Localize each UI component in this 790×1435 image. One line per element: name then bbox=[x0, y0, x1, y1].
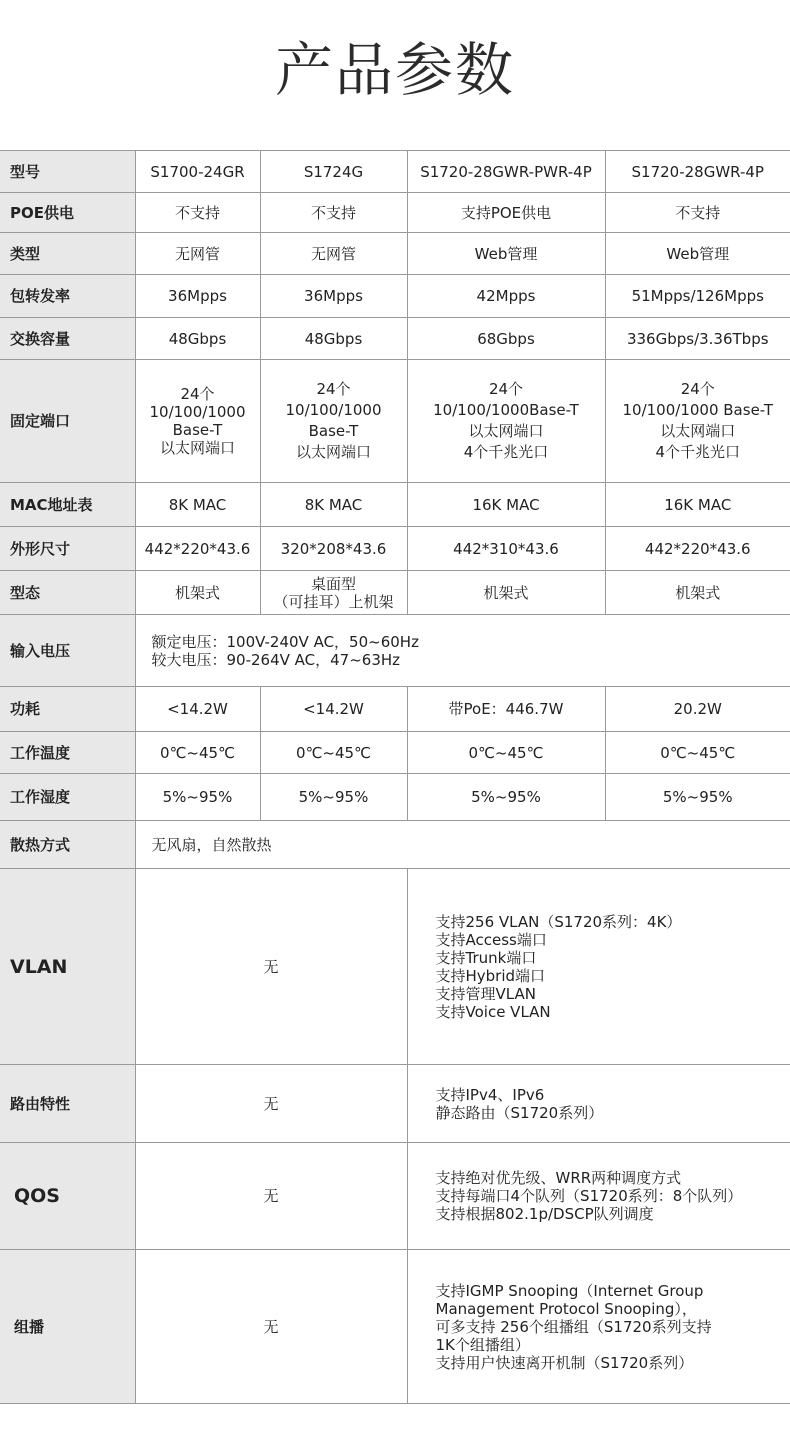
cell: 442*220*43.6 bbox=[135, 527, 260, 571]
row-label: QOS bbox=[0, 1143, 135, 1250]
cell: 36Mpps bbox=[135, 275, 260, 318]
row-label: 型号 bbox=[0, 151, 135, 193]
row-label: 工作温度 bbox=[0, 732, 135, 774]
cell: 无 bbox=[135, 1250, 407, 1404]
row-humidity bbox=[0, 774, 790, 821]
cell bbox=[407, 1143, 790, 1250]
cell: 无网管 bbox=[135, 233, 260, 275]
cell-line: Base-T bbox=[172, 421, 223, 439]
row-poe bbox=[0, 193, 790, 233]
cell: 8K MAC bbox=[135, 483, 260, 527]
cell: Web管理 bbox=[407, 233, 605, 275]
cell-line: 以太网端口 bbox=[159, 439, 235, 457]
cell-line: 1K个组播组） bbox=[435, 1335, 530, 1354]
model-3: S1720-28GWR-PWR-4P bbox=[407, 151, 605, 193]
cell-line: 24个 bbox=[680, 380, 715, 398]
row-temp bbox=[0, 732, 790, 774]
row-label: 组播 bbox=[0, 1250, 135, 1404]
cell-line: 支持IPv4、IPv6 bbox=[435, 1085, 545, 1104]
row-power bbox=[0, 687, 790, 732]
cell-line: （可挂耳）上机架 bbox=[273, 592, 394, 611]
cell bbox=[135, 360, 260, 483]
cell: 442*310*43.6 bbox=[407, 527, 605, 571]
cell-line: 4个千兆光口 bbox=[463, 443, 549, 461]
cell: 0℃~45℃ bbox=[260, 732, 407, 774]
cell: 无 bbox=[135, 869, 407, 1065]
cell: <14.2W bbox=[260, 687, 407, 732]
cell: 5%~95% bbox=[407, 774, 605, 821]
row-form bbox=[0, 571, 790, 615]
cell: 16K MAC bbox=[407, 483, 605, 527]
row-label: 型态 bbox=[0, 571, 135, 615]
cell-line: 较大电压：90-264V AC，47~63Hz bbox=[151, 650, 401, 669]
cell-line: 支持管理VLAN bbox=[435, 984, 536, 1003]
cell: 带PoE：446.7W bbox=[407, 687, 605, 732]
cell: 20.2W bbox=[605, 687, 790, 732]
cell: 8K MAC bbox=[260, 483, 407, 527]
cell: 5%~95% bbox=[135, 774, 260, 821]
row-routing bbox=[0, 1065, 790, 1143]
page-title: 产品参数 bbox=[274, 36, 515, 104]
cell: 442*220*43.6 bbox=[605, 527, 790, 571]
cell: 48Gbps bbox=[260, 318, 407, 360]
cell-line: 以太网端口 bbox=[295, 443, 371, 461]
cell-line: 支持用户快速离开机制（S1720系列） bbox=[435, 1353, 694, 1372]
row-vlan bbox=[0, 869, 790, 1065]
cell-line: 支持Hybrid端口 bbox=[435, 966, 546, 985]
cell: 36Mpps bbox=[260, 275, 407, 318]
spec-table bbox=[0, 150, 790, 1404]
row-label: 包转发率 bbox=[0, 275, 135, 318]
cell-line: Base-T bbox=[308, 422, 359, 440]
cell bbox=[407, 1250, 790, 1404]
cell: Web管理 bbox=[605, 233, 790, 275]
row-label: 散热方式 bbox=[0, 821, 135, 869]
cell-line: Management Protocol Snooping）， bbox=[435, 1299, 697, 1318]
row-mac bbox=[0, 483, 790, 527]
row-label: VLAN bbox=[0, 869, 135, 1065]
cell-line: 以太网端口 bbox=[660, 422, 736, 440]
cell bbox=[260, 360, 407, 483]
cell-line: 支持IGMP Snooping（Internet Group bbox=[435, 1281, 704, 1300]
cell-line: 支持Voice VLAN bbox=[435, 1002, 551, 1021]
cell: <14.2W bbox=[135, 687, 260, 732]
cell: 无风扇，自然散热 bbox=[135, 821, 790, 869]
cell: 16K MAC bbox=[605, 483, 790, 527]
cell: 0℃~45℃ bbox=[135, 732, 260, 774]
cell: 5%~95% bbox=[605, 774, 790, 821]
cell-line: 支持Access端口 bbox=[435, 930, 547, 949]
cell: 支持POE供电 bbox=[407, 193, 605, 233]
cell bbox=[260, 571, 407, 615]
row-qos bbox=[0, 1143, 790, 1250]
cell: 无 bbox=[135, 1143, 407, 1250]
row-label: 类型 bbox=[0, 233, 135, 275]
cell-line: 10/100/1000 bbox=[149, 403, 246, 421]
cell: 5%~95% bbox=[260, 774, 407, 821]
cell: 0℃~45℃ bbox=[407, 732, 605, 774]
row-forwarding bbox=[0, 275, 790, 318]
row-type bbox=[0, 233, 790, 275]
row-multicast bbox=[0, 1250, 790, 1404]
row-label: 交换容量 bbox=[0, 318, 135, 360]
row-voltage bbox=[0, 615, 790, 687]
cell: 0℃~45℃ bbox=[605, 732, 790, 774]
model-2: S1724G bbox=[260, 151, 407, 193]
cell: 机架式 bbox=[135, 571, 260, 615]
cell-line: 桌面型 bbox=[310, 574, 356, 593]
cell-line: 静态路由（S1720系列） bbox=[435, 1103, 604, 1122]
row-label: POE供电 bbox=[0, 193, 135, 233]
cell: 42Mpps bbox=[407, 275, 605, 318]
row-size bbox=[0, 527, 790, 571]
cell: 336Gbps/3.36Tbps bbox=[605, 318, 790, 360]
cell-line: 以太网端口 bbox=[468, 422, 544, 440]
row-cooling bbox=[0, 821, 790, 869]
cell-line: 4个千兆光口 bbox=[655, 443, 741, 461]
cell-line: 24个 bbox=[488, 380, 524, 398]
cell bbox=[407, 869, 790, 1065]
cell-line: 24个 bbox=[180, 385, 215, 403]
cell: 不支持 bbox=[605, 193, 790, 233]
row-model bbox=[0, 151, 790, 193]
cell: 51Mpps/126Mpps bbox=[605, 275, 790, 318]
cell: 48Gbps bbox=[135, 318, 260, 360]
cell: 320*208*43.6 bbox=[260, 527, 407, 571]
cell: 不支持 bbox=[135, 193, 260, 233]
cell: 无网管 bbox=[260, 233, 407, 275]
row-label: 路由特性 bbox=[0, 1065, 135, 1143]
cell-line: 10/100/1000 bbox=[285, 401, 382, 419]
cell: 机架式 bbox=[605, 571, 790, 615]
cell bbox=[135, 615, 790, 687]
model-1: S1700-24GR bbox=[135, 151, 260, 193]
cell: 无 bbox=[135, 1065, 407, 1143]
cell-line: 支持绝对优先级、WRR两种调度方式 bbox=[435, 1169, 682, 1187]
cell-line: 可多支持 256个组播组（S1720系列支持 bbox=[435, 1317, 712, 1336]
row-label: 外形尺寸 bbox=[0, 527, 135, 571]
row-label: 功耗 bbox=[0, 687, 135, 732]
row-label: 输入电压 bbox=[0, 615, 135, 687]
row-ports bbox=[0, 360, 790, 483]
row-label: 固定端口 bbox=[0, 360, 135, 483]
cell-line: 24个 bbox=[316, 380, 351, 398]
row-switching bbox=[0, 318, 790, 360]
cell: 68Gbps bbox=[407, 318, 605, 360]
cell-line: 额定电压：100V-240V AC，50~60Hz bbox=[151, 632, 419, 651]
cell-line: 10/100/1000 Base-T bbox=[622, 401, 773, 419]
cell-line: 支持每端口4个队列（S1720系列：8个队列） bbox=[435, 1187, 743, 1205]
cell bbox=[605, 360, 790, 483]
cell-line: 10/100/1000Base-T bbox=[433, 401, 579, 419]
cell: 机架式 bbox=[407, 571, 605, 615]
cell bbox=[407, 1065, 790, 1143]
model-4: S1720-28GWR-4P bbox=[605, 151, 790, 193]
cell bbox=[407, 360, 605, 483]
cell: 不支持 bbox=[260, 193, 407, 233]
cell-line: 支持256 VLAN（S1720系列：4K） bbox=[435, 912, 682, 931]
cell-line: 支持Trunk端口 bbox=[435, 948, 537, 967]
cell-line: 支持根据802.1p/DSCP队列调度 bbox=[435, 1205, 654, 1223]
row-label: 工作湿度 bbox=[0, 774, 135, 821]
row-label: MAC地址表 bbox=[0, 483, 135, 527]
